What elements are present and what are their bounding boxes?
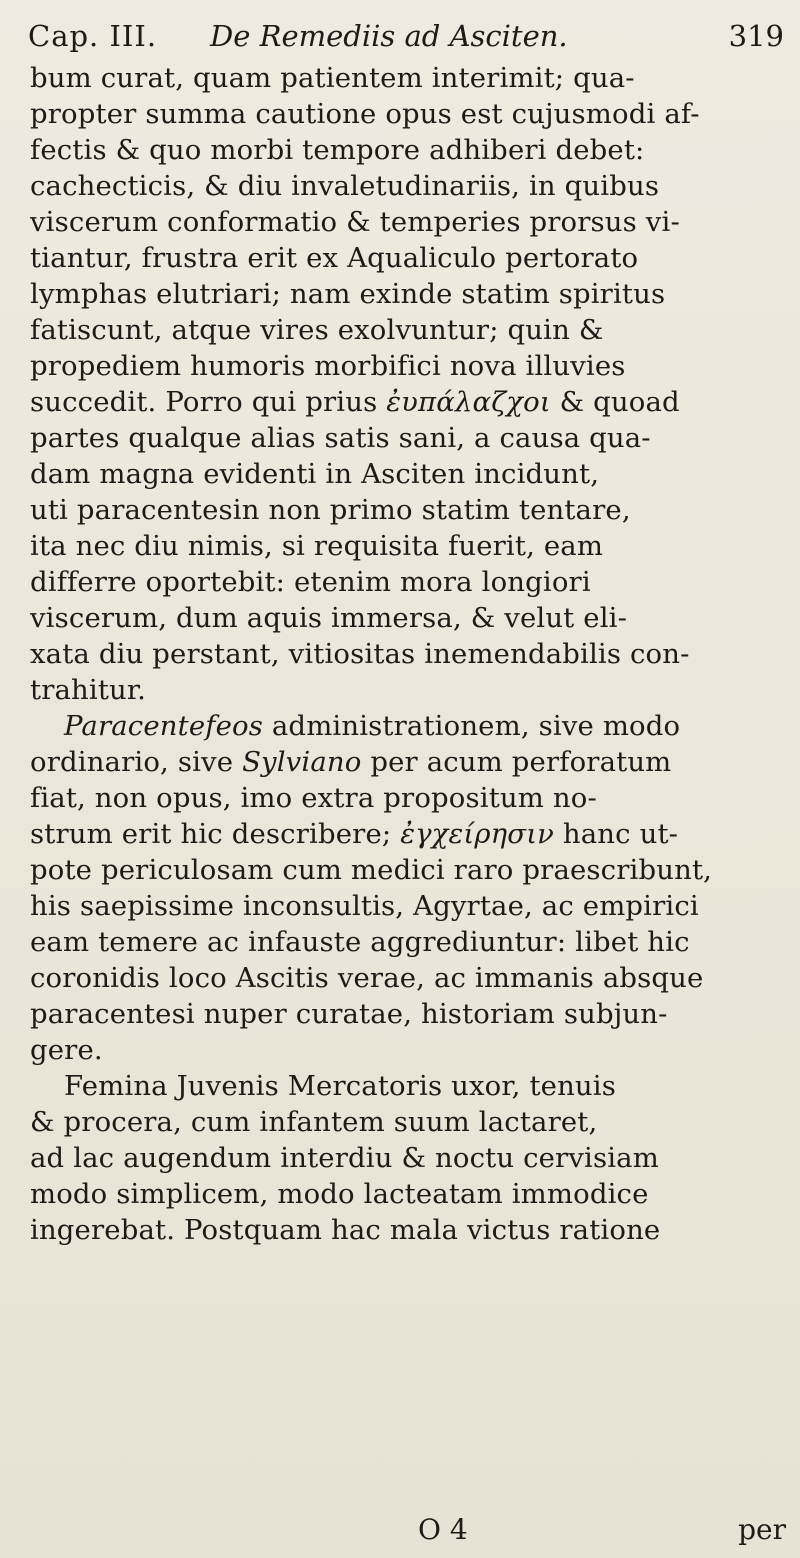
text-line	[30, 816, 790, 852]
text-line	[30, 780, 790, 816]
text-run: lymphas elutriari; nam exinde statim spiritus	[30, 278, 666, 310]
text-line	[30, 996, 790, 1032]
signature-mark: O 4	[418, 1513, 468, 1546]
text-run: ordinario, sive	[30, 746, 243, 778]
italic-text-run: ἐγχείρησιν	[400, 818, 554, 850]
text-run: paracentesi nuper curatae, historiam subjun-	[30, 998, 668, 1030]
text-line	[30, 348, 790, 384]
text-line	[30, 528, 790, 564]
text-run: differre oportebit: etenim mora longiori	[30, 566, 591, 598]
text-run: viscerum, dum aquis immersa, & velut eli-	[30, 602, 628, 634]
text-run: gere.	[30, 1034, 103, 1066]
text-run: modo simplicem, modo lacteatam immodice	[30, 1178, 649, 1210]
text-run: pote periculosam cum medici raro praescribunt,	[30, 854, 713, 886]
text-body	[30, 60, 790, 1248]
text-run: his saepissime inconsultis, Agyrtae, ac empirici	[30, 890, 699, 922]
text-run: coronidis loco Ascitis verae, ac immanis absque	[30, 962, 704, 994]
text-run: tiantur, frustra erit ex Aqualiculo pertorato	[30, 242, 639, 274]
text-line	[30, 1176, 790, 1212]
text-run: xata diu perstant, vitiositas inemendabilis con-	[30, 638, 690, 670]
text-line	[30, 1104, 790, 1140]
text-line	[30, 960, 790, 996]
text-line	[30, 456, 790, 492]
text-line	[30, 672, 790, 708]
text-run: ad lac augendum interdiu & noctu cervisiam	[30, 1142, 659, 1174]
text-run: uti paracentesin non primo statim tentare,	[30, 494, 631, 526]
text-run: administrationem, sive modo	[263, 710, 681, 742]
text-run: fectis & quo morbi tempore adhiberi debet:	[30, 134, 645, 166]
text-run: propediem humoris morbifici nova illuvies	[30, 350, 626, 382]
text-run: & quoad	[550, 386, 680, 418]
text-run: trahitur.	[30, 674, 147, 706]
text-run: per acum perforatum	[361, 746, 672, 778]
text-run: dam magna evidenti in Asciten incidunt,	[30, 458, 600, 490]
text-run: bum curat, quam patientem interimit; qua-	[30, 62, 635, 94]
text-run: ingerebat. Postquam hac mala victus ratione	[30, 1214, 661, 1246]
text-line	[30, 600, 790, 636]
text-run: eam temere ac infauste aggrediuntur: libet hic	[30, 926, 690, 958]
text-run: strum erit hic describere;	[30, 818, 401, 850]
text-run: Femina Juvenis Mercatoris uxor, tenuis	[64, 1070, 616, 1102]
text-run: fatiscunt, atque vires exolvuntur; quin &	[30, 314, 604, 346]
text-run: viscerum conformatio & temperies prorsus vi-	[30, 206, 680, 238]
text-line	[30, 708, 790, 744]
text-line	[30, 384, 790, 420]
text-line	[30, 636, 790, 672]
text-line	[30, 852, 790, 888]
text-run: cachecticis, & diu invaletudinariis, in quibus	[30, 170, 660, 202]
italic-text-run: Paracentefeos	[64, 710, 263, 742]
text-line	[30, 204, 790, 240]
text-line	[30, 1140, 790, 1176]
text-line	[30, 60, 790, 96]
text-line	[30, 888, 790, 924]
catchword: per	[738, 1513, 786, 1546]
text-run: & procera, cum infantem suum lactaret,	[30, 1106, 598, 1138]
page-footer	[30, 1512, 790, 1548]
running-header	[28, 16, 788, 56]
text-line	[30, 168, 790, 204]
italic-text-run: Sylviano	[242, 746, 362, 778]
text-line	[30, 564, 790, 600]
text-line	[30, 276, 790, 312]
running-title: De Remediis ad Asciten.	[210, 19, 568, 53]
text-line	[30, 312, 790, 348]
text-line	[30, 492, 790, 528]
text-line	[30, 1212, 790, 1248]
text-run: partes qualque alias satis sani, a causa qua-	[30, 422, 651, 454]
text-line	[30, 96, 790, 132]
chapter-heading: Cap. III.	[28, 19, 158, 53]
text-line	[30, 924, 790, 960]
text-run: hanc ut-	[554, 818, 679, 850]
page-number: 319	[728, 19, 784, 53]
text-run: fiat, non opus, imo extra propositum no-	[30, 782, 597, 814]
text-run: succedit. Porro qui prius	[30, 386, 387, 418]
text-line	[30, 132, 790, 168]
text-line	[30, 420, 790, 456]
text-line	[30, 1068, 790, 1104]
text-line	[30, 240, 790, 276]
text-run: ita nec diu nimis, si requisita fuerit, eam	[30, 530, 604, 562]
italic-text-run: ἐυπάλαζχοι	[386, 386, 551, 418]
text-line	[30, 1032, 790, 1068]
text-run: propter summa cautione opus est cujusmodi af-	[30, 98, 700, 130]
text-line	[30, 744, 790, 780]
